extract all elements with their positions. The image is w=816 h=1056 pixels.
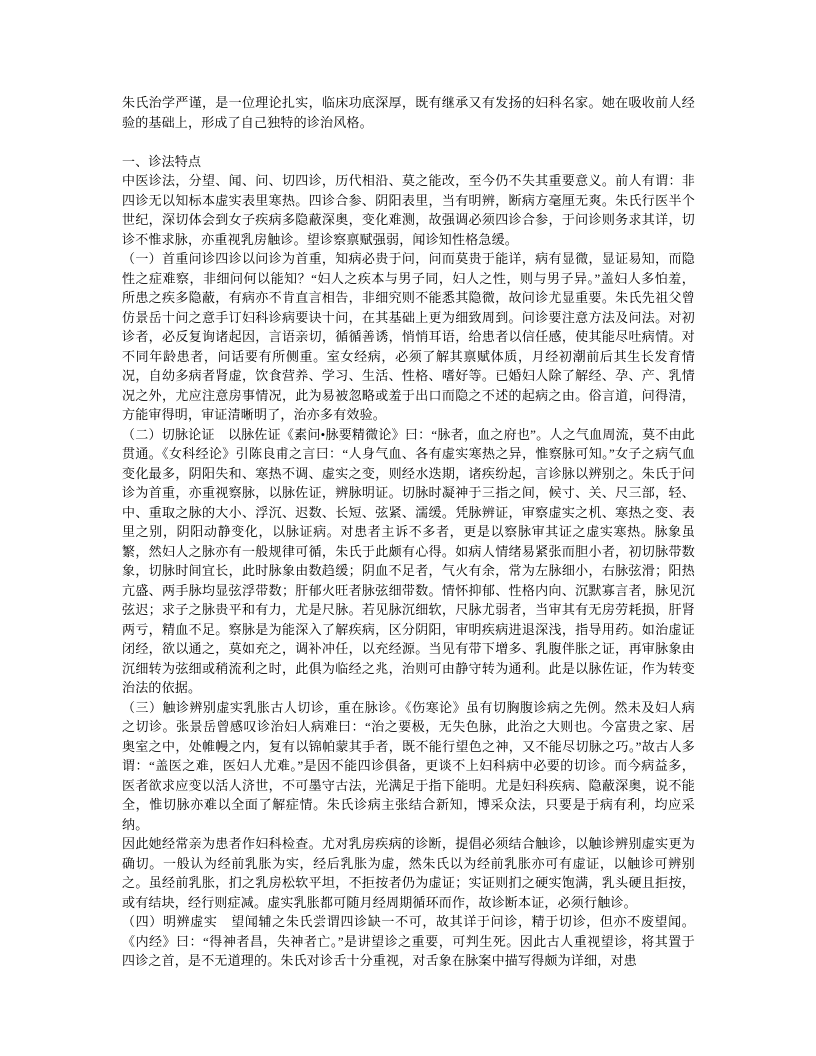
blank-line [122,132,695,152]
intro-paragraph: 朱氏治学严谨，是一位理论扎实，临床功底深厚，既有继承又有发扬的妇科名家。她在吸收前人经验的基础上，形成了自己独特的诊治风格。 [122,95,695,130]
paragraph-1-inquiry-first: （一）首重问诊四诊以问诊为首重，知病必贵于问，问而莫贵于能详，病有显微，显证易知，而隐性之症难察，非细问何以能知？“妇人之疾本与男子同，妇人之性，则与男子异。”盖妇人多怕羞，所患之疾多隐蔽，有病亦不肯直言相告，非细究则不能悉其隐微，故问诊尤显重要。朱氏先祖父曾仿景岳十问之意手订妇科诊病要诀十问，在其基础上更为细致周到。问诊要注意方法及问法。对初诊者，必反复询诸起因，言语亲切，循循善诱，悄悄耳语，给患者以信任感，使其能尽吐病情。对不同年龄患者，问话要有所侧重。室女经病，必须了解其禀赋体质，月经初潮前后其生长发育情况，自幼多病者肾虚，饮食营养、学习、生活、性格、嗜好等。已婚妇人除了解经、孕、产、乳情况之外，尤应注意房事情况，此为易被忽略或羞于出口而隐之不述的起病之由。俗言道，问得清，方能审得明，审证清晰明了，治亦多有效验。 [122,251,695,422]
paragraph-2-pulse-evidence: （二）切脉论证 以脉佐证《素问•脉要精微论》曰：“脉者，血之府也”。人之气血周流，莫不由此贯通。《女科经论》引陈良甫之言曰：“人身气血、各有虚实寒热之异，惟察脉可知。”女子之病气血变化最多，阴阳失和、寒热不调、虚实之变，则经水迭期，诸疾纷起，言诊脉以辨别之。朱氏于问诊为首重，亦重视察脉，以脉佐证，辨脉明证。切脉时凝神于三指之间，候寸、关、尺三部，轻、中、重取之脉的大小、浮沉、迟数、长短、弦紧、濡缓。凭脉辨证，审察虚实之机、寒热之变、表里之别，阴阳动静变化，以脉证病。对患者主诉不多者，更是以察脉审其证之虚实寒热。脉象虽繁，然妇人之脉亦有一般规律可循，朱氏于此颇有心得。如病人情绪易紧张而胆小者，初切脉带数象，切脉时间宜长，此时脉象由数趋缓；阴血不足者，气火有余，常为左脉细小，右脉弦滑；阳热亢盛、两手脉均显弦浮带数；肝郁火旺者脉弦细带数。情怀抑郁、性格内向、沉默寡言者，脉见沉弦迟；求子之脉贵平和有力，尤是尺脉。若见脉沉细软，尺脉尤弱者，当审其有无房劳耗损，肝肾两亏，精血不足。察脉是为能深入了解疾病，区分阴阳，审明疾病进退深浅，指导用药。如治虚证闭经，欲以通之，莫如充之，调补冲任，以充经源。当见有带下增多、乳腹伴胀之证，再审脉象由沉细转为弦细或稍流利之时，此俱为临经之兆，治则可由静守转为通利。此是以脉佐证，作为转变治法的依据。 [122,426,695,695]
section-heading: 一、诊法特点 [122,153,202,169]
paragraph-5-observation-listening: （四）明辨虚实 望闻辅之朱氏尝谓四诊缺一不可，故其详于问诊，精于切诊，但亦不废望闻。《内经》曰：“得神者昌，失神者亡。”是讲望诊之重要，可判生死。因此古人重视望诊，将其置于四诊之首，是不无道理的。朱氏对诊舌十分重视，对舌象在脉案中描写得颇为详细，对患 [122,914,695,968]
paragraph-3-palpation-distinguish: （三）触诊辨别虚实乳胀古人切诊，重在脉诊。《伤寒论》虽有切胸腹诊病之先例。然未及妇人病之切诊。张景岳曾感叹诊治妇人病难曰：“治之要极，无失色脉，此治之大则也。今富贵之家、居奥室之中，处帷幔之内，复有以锦帕蒙其手者，既不能行望色之神，又不能尽切脉之巧。”故古人多谓：“盖医之难，医妇人尤难。”是因不能四诊俱备，更谈不上妇科病中必要的切诊。而今病益多，医者欲求应变以活人济世，不可墨守古法，光满足于指下能明。尤是妇科疾病、隐蔽深奥，说不能全，惟切脉亦难以全面了解症情。朱氏诊病主张结合新知，博采众法，只要是于病有利，均应采纳。 [122,699,695,832]
paragraph-diagnosis-overview: 中医诊法，分望、闻、问、切四诊，历代相沿、莫之能改，至今仍不失其重要意义。前人有谓：非四诊无以知标本虚实表里寒热。四诊合参、阴阳表里，当有明辨，断病方毫厘无爽。朱氏行医半个世纪，深切体会到女子疾病多隐蔽深奥，变化难测，故强调必须四诊合参，于问诊则务求其详，切诊不惟求脉，亦重视乳房触诊。望诊察禀赋强弱，闻诊知性格急缓。 [122,173,695,247]
paragraph-4-gyn-exam: 因此她经常亲为患者作妇科检查。尤对乳房疾病的诊断，提倡必须结合触诊，以触诊辨别虚实更为确切。一般认为经前乳胀为实，经后乳胀为虚，然朱氏以为经前乳胀亦可有虚证，以触诊可辨别之。虽经前乳胀，扪之乳房松软平坦，不拒按者仍为虚证；实证则扪之硬实饱满，乳头硬且拒按，或有结块，经行则症减。虚实乳胀都可随月经周期循环而作，故诊断本证，必须行触诊。 [122,836,695,910]
